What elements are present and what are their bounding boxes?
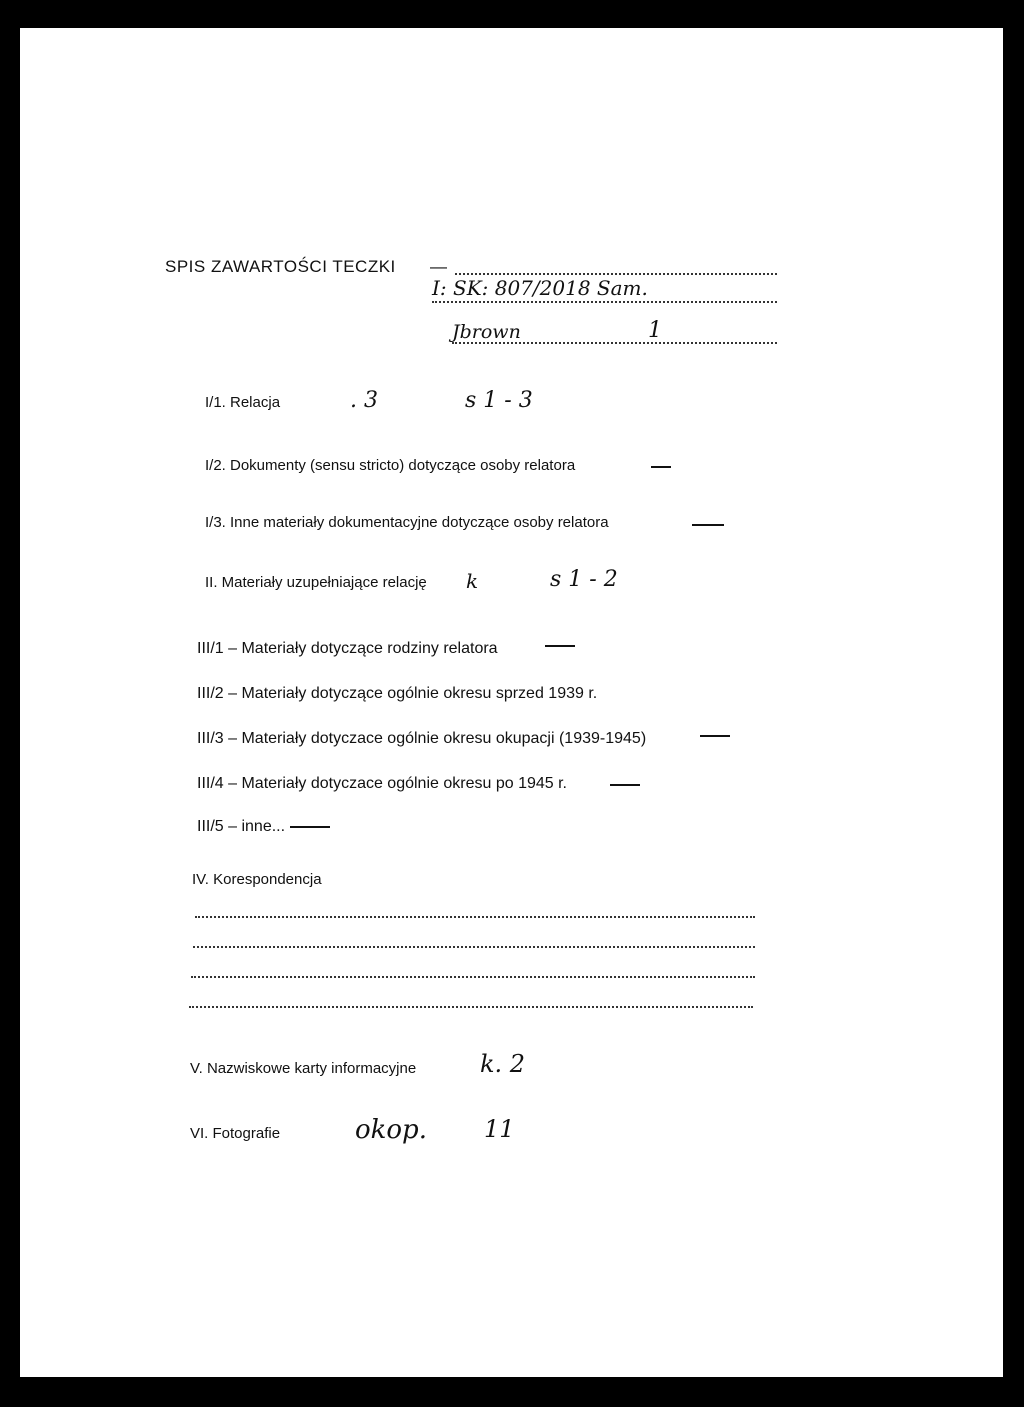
- page-title: SPIS ZAWARTOŚCI TECZKI: [165, 257, 396, 276]
- item-i1-range: s 1 - 3: [465, 388, 533, 413]
- item-iii4-dash: [610, 784, 640, 786]
- handwritten-signature: I: SK: 807/2018 Sam.: [432, 276, 648, 300]
- handwritten-volume-mark: 1: [648, 318, 662, 343]
- item-vi-label: VI. Fotografie: [190, 1125, 281, 1142]
- item-iii3-label: III/3 – Materiały dotyczace ogólnie okresu okupacji (1939-1945): [197, 730, 647, 747]
- item-i1-count: . 3: [350, 388, 378, 413]
- item-v-count: k. 2: [480, 1050, 526, 1078]
- iv-dotted-line-3: [191, 976, 755, 978]
- title-dotted-line: [455, 273, 777, 275]
- iv-dotted-line-4: [189, 1006, 753, 1008]
- name-dotted-line: [452, 342, 777, 344]
- item-ii-mark: k: [466, 569, 479, 593]
- handwritten-name: Jbrown: [452, 321, 521, 343]
- iv-dotted-line-2: [193, 946, 755, 948]
- item-i3-label: I/3. Inne materiały dokumentacyjne dotyczące osoby relatora: [205, 514, 609, 531]
- item-vi-note: okop.: [355, 1115, 427, 1145]
- item-i3-dash: [692, 524, 724, 526]
- item-i2-label: I/2. Dokumenty (sensu stricto) dotyczące osoby relatora: [205, 457, 576, 474]
- item-i1-label: I/1. Relacja: [205, 394, 281, 411]
- item-v-label: V. Nazwiskowe karty informacyjne: [190, 1060, 417, 1077]
- item-i2-dash: [651, 466, 671, 468]
- item-vi-count: 11: [484, 1115, 515, 1143]
- item-iii5-dash: [290, 826, 330, 828]
- item-iii4-label: III/4 – Materiały dotyczace ogólnie okresu po 1945 r.: [197, 775, 567, 792]
- item-iv-label: IV. Korespondencja: [192, 871, 322, 888]
- item-iii1-dash: [545, 645, 575, 647]
- item-iii3-dash: [700, 735, 730, 737]
- signature-dotted-line: [432, 301, 777, 303]
- item-iii2-label: III/2 – Materiały dotyczące ogólnie okresu sprzed 1939 r.: [197, 685, 598, 702]
- item-iii5-label: III/5 – inne...: [197, 818, 286, 835]
- title-dash: —: [430, 257, 448, 276]
- item-iii1-label: III/1 – Materiały dotyczące rodziny relatora: [197, 640, 498, 657]
- iv-dotted-line-1: [195, 916, 755, 918]
- item-ii-label: II. Materiały uzupełniające relację: [205, 574, 427, 591]
- item-ii-range: s 1 - 2: [550, 567, 618, 592]
